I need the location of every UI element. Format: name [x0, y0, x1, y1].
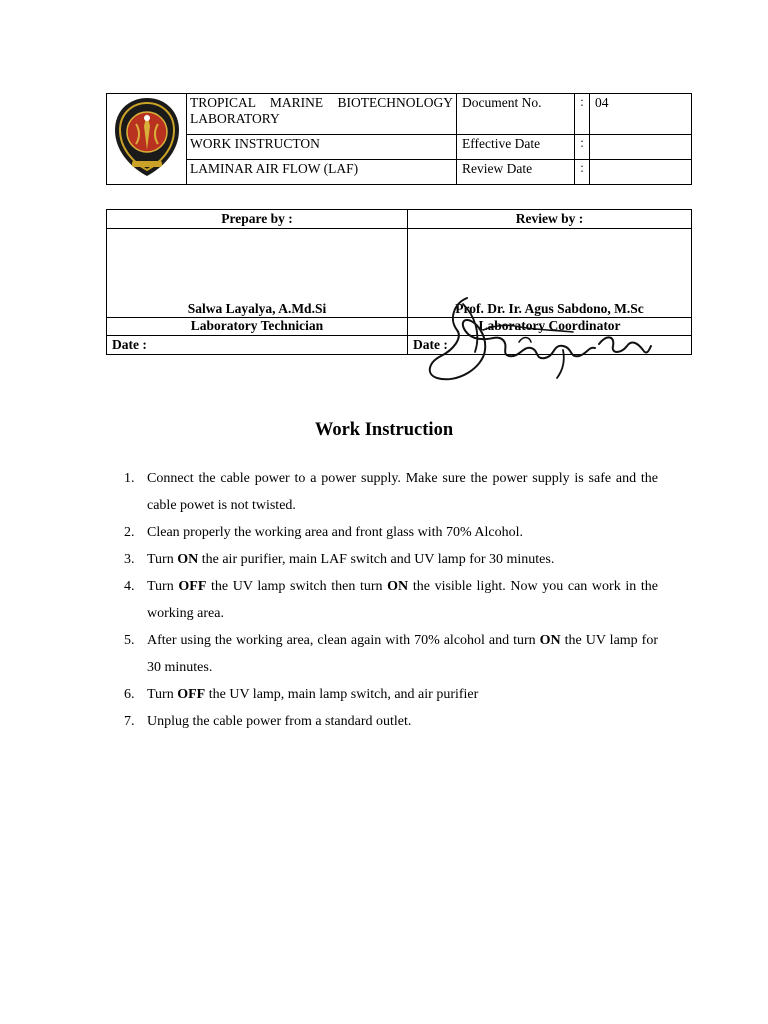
- lab-title-cell: [187, 94, 457, 135]
- step-text-segment: the visible light. Now you can work in the working area.: [147, 579, 658, 621]
- review-date-colon: :: [575, 160, 590, 185]
- step-keyword: ON: [387, 579, 409, 594]
- university-seal-icon: [112, 96, 182, 178]
- step-text-segment: Turn: [147, 579, 179, 594]
- step-text: [147, 546, 658, 573]
- effective-date-colon: :: [575, 135, 590, 160]
- document-no-colon: :: [575, 94, 590, 135]
- step-text: [147, 627, 658, 681]
- reviewer-name: Prof. Dr. Ir. Agus Sabdono, M.Sc: [408, 229, 692, 318]
- instruction-step: [118, 681, 658, 708]
- equipment-name: LAMINAR AIR FLOW (LAF): [187, 160, 457, 185]
- instruction-step: [118, 708, 658, 735]
- preparer-role: Laboratory Technician: [107, 317, 408, 335]
- step-text-segment: the UV lamp for 30 minutes.: [147, 633, 658, 675]
- step-keyword: ON: [539, 633, 561, 648]
- step-text-segment: Unplug the cable power from a standard outlet.: [147, 714, 412, 729]
- preparer-date: Date :: [107, 335, 408, 354]
- review-by-header: Review by :: [408, 210, 692, 229]
- step-number: 4.: [124, 579, 135, 594]
- step-text: [147, 681, 658, 708]
- step-number: 1.: [124, 471, 135, 486]
- step-text-segment: the UV lamp switch then turn: [206, 579, 388, 594]
- instruction-step: [118, 519, 658, 546]
- effective-date-value: [590, 135, 692, 160]
- instruction-step: [118, 627, 658, 681]
- step-keyword: OFF: [178, 579, 207, 594]
- step-text: [147, 519, 658, 546]
- step-text: [147, 573, 658, 627]
- step-text-segment: Turn: [147, 687, 178, 702]
- step-text: [147, 708, 658, 735]
- step-number: 2.: [124, 525, 135, 540]
- page-title: Work Instruction: [314, 420, 454, 440]
- step-number: 7.: [124, 714, 135, 729]
- instruction-step: [118, 573, 658, 627]
- document-no-value: 04: [590, 94, 692, 135]
- step-text-segment: the air purifier, main LAF switch and UV lamp for 30 minutes.: [198, 552, 555, 567]
- reviewer-date: Date :: [408, 335, 692, 354]
- preparer-name: Salwa Layalya, A.Md.Si: [107, 229, 408, 318]
- prepare-by-header: Prepare by :: [107, 210, 408, 229]
- work-instruction-type: WORK INSTRUCTON: [187, 135, 457, 160]
- lab-title-line1: TROPICAL MARINE BIOTECHNOLOGY: [190, 95, 453, 110]
- logo-cell: [107, 94, 187, 185]
- step-text-segment: Clean properly the working area and front glass with 70% Alcohol.: [147, 525, 523, 540]
- step-number: 3.: [124, 552, 135, 567]
- step-number: 6.: [124, 687, 135, 702]
- approval-table: [106, 209, 692, 355]
- instruction-step: [118, 465, 658, 519]
- step-text-segment: Turn: [147, 552, 178, 567]
- step-keyword: ON: [177, 552, 199, 567]
- step-text-segment: After using the working area, clean again with 70% alcohol and turn: [147, 633, 540, 648]
- step-text: [147, 465, 658, 519]
- step-text-segment: Connect the cable power to a power supply. Make sure the power supply is safe and the cable powet is not twisted.: [147, 471, 658, 513]
- step-number: 5.: [124, 633, 135, 648]
- effective-date-label: Effective Date: [457, 135, 575, 160]
- step-text-segment: the UV lamp, main lamp switch, and air purifier: [205, 687, 479, 702]
- instruction-list: [118, 465, 658, 735]
- instruction-step: [118, 546, 658, 573]
- review-date-value: [590, 160, 692, 185]
- step-keyword: OFF: [177, 687, 206, 702]
- document-no-label: Document No.: [457, 94, 575, 135]
- reviewer-role: Laboratory Coordinator: [408, 317, 692, 335]
- document-header-table: [106, 93, 692, 185]
- lab-title-line2: LABORATORY: [190, 111, 280, 126]
- review-date-label: Review Date: [457, 160, 575, 185]
